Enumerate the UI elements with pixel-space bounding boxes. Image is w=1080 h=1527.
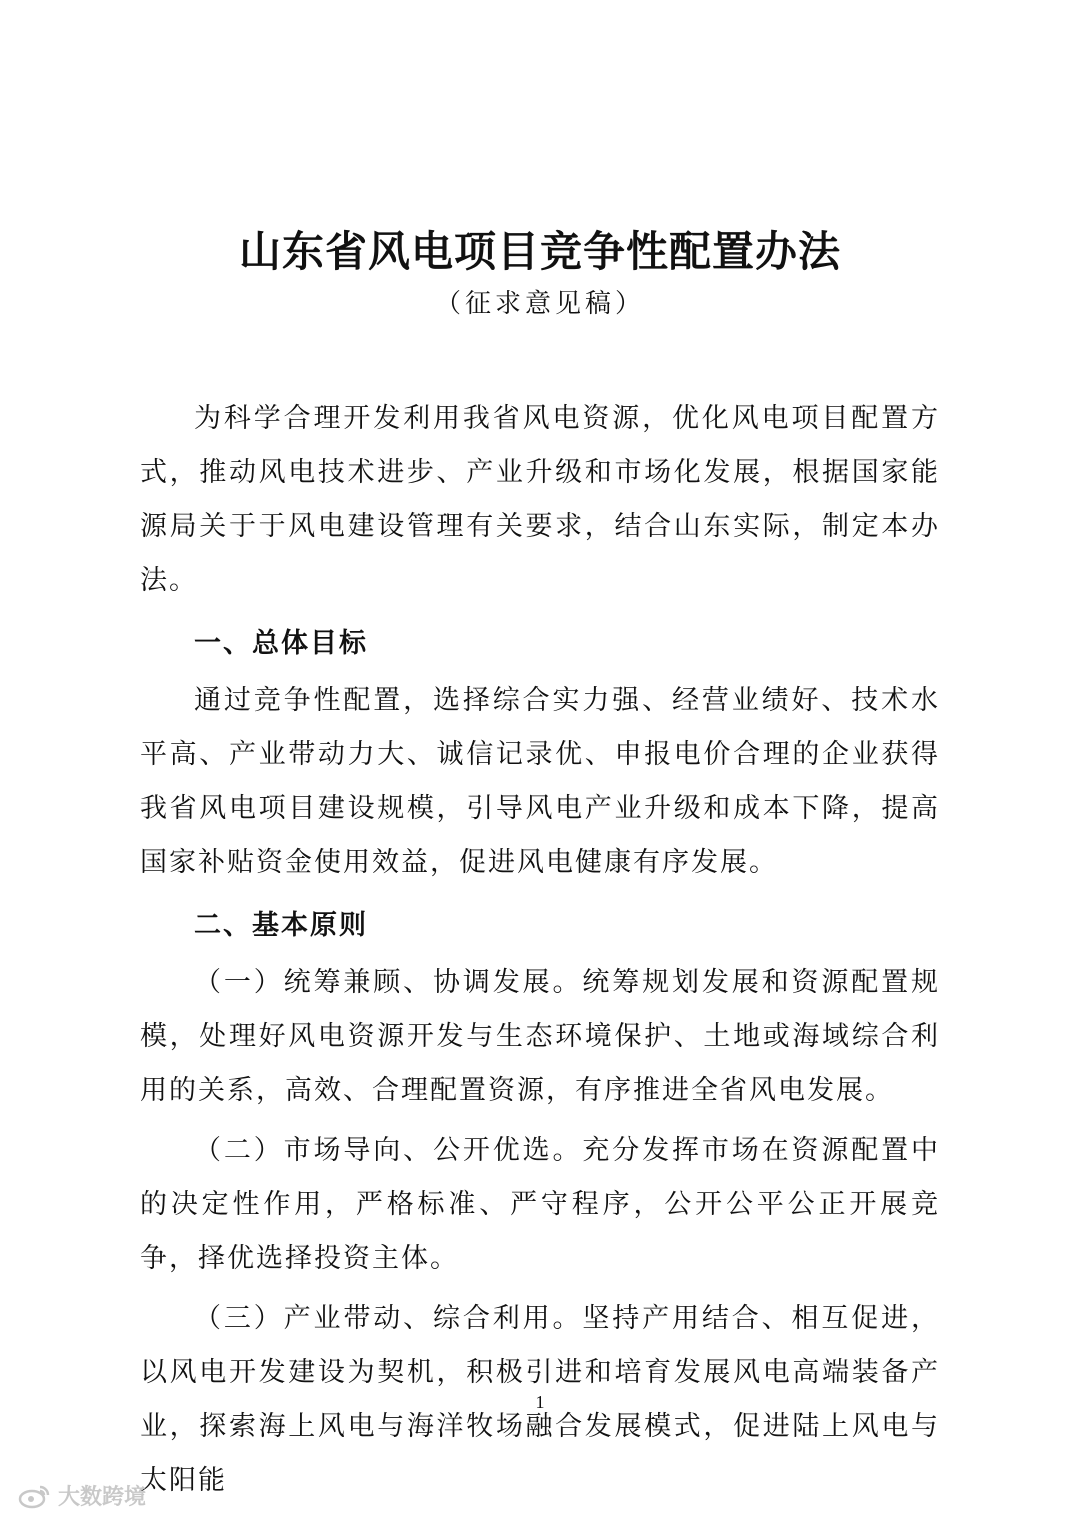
document-body (140, 392, 940, 1508)
principle-paragraph-3: （三）产业带动、综合利用。坚持产用结合、相互促进，以风电开发建设为契机，积极引进和培育发展风电高端装备产业，探索海上风电与海洋牧场融合发展模式，促进陆上风电与太阳能 (140, 1303, 940, 1496)
weibo-logo-icon (18, 1483, 52, 1509)
intro-paragraph: 为科学合理开发利用我省风电资源，优化风电项目配置方式，推动风电技术进步、产业升级和市场化发展，根据国家能源局关于于风电建设管理有关要求，结合山东实际，制定本办法。 (140, 403, 940, 596)
section-heading-goals: 一、总体目标 (194, 628, 368, 659)
document-subtitle: （征求意见稿） (434, 289, 645, 319)
document-title: 山东省风电项目竞争性配置办法 (238, 227, 841, 276)
principle-paragraph-2: （二）市场导向、公开优选。充分发挥市场在资源配置中的决定性作用，严格标准、严守程序，公开公平公正开展竞争，择优选择投资主体。 (140, 1135, 940, 1274)
principle-paragraph-1: （一）统筹兼顾、协调发展。统筹规划发展和资源配置规模，处理好风电资源开发与生态环境保护、土地或海域综合利用的关系，高效、合理配置资源，有序推进全省风电发展。 (140, 967, 940, 1106)
goals-paragraph: 通过竞争性配置，选择综合实力强、经营业绩好、技术水平高、产业带动力大、诚信记录优、申报电价合理的企业获得我省风电项目建设规模，引导风电产业升级和成本下降，提高国家补贴资金使用效益，促进风电健康有序发展。 (140, 685, 940, 878)
watermark-text: 大数跨境 (58, 1485, 147, 1510)
watermark (18, 1480, 146, 1511)
page-number: 1 (535, 1392, 545, 1412)
section-heading-principles: 二、基本原则 (194, 910, 368, 941)
